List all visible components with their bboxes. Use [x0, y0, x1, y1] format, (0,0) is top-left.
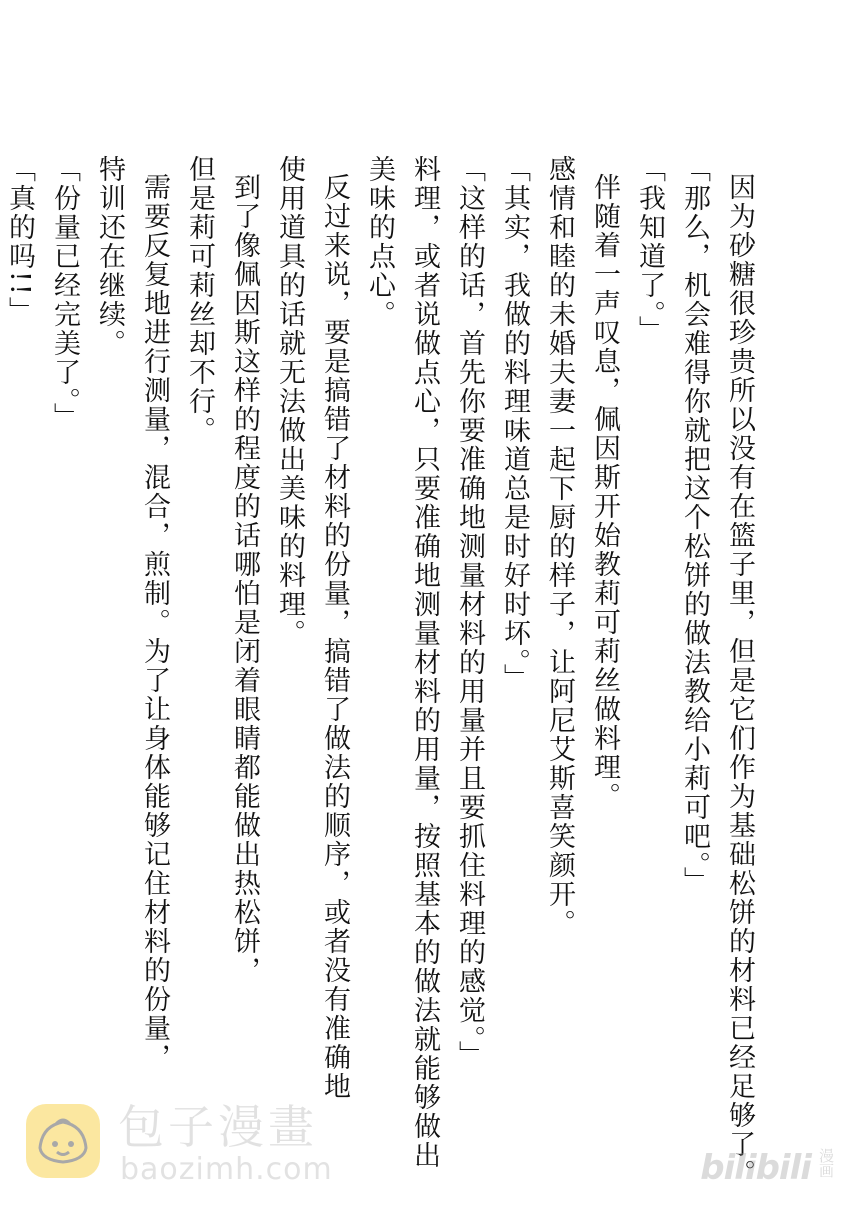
- text-line: 特训还在继续。: [94, 155, 125, 358]
- text-line: 使用道具的话就无法做出美味的料理。: [274, 155, 305, 648]
- text-line: 但是莉可莉丝却不行。: [184, 155, 215, 445]
- baozi-watermark: [26, 1100, 333, 1190]
- text-line: 需要反复地进行测量，混合，煎制。为了让身体能够记住材料的份量，: [139, 173, 170, 1072]
- text-line: 因为砂糖很珍贵所以没有在篮子里，但是它们作为基础松饼的材料已经足够了。: [724, 173, 755, 1188]
- dialogue-line: 「真的吗!!」: [4, 155, 35, 326]
- text-line: 感情和睦的未婚夫妻一起下厨的样子，让阿尼艾斯喜笑颜开。: [544, 155, 575, 938]
- text-line: 伴随着一声叹息，佩因斯开始教莉可莉丝做料理。: [589, 173, 620, 811]
- dialogue-line: 「其实，我做的料理味道总是时好时坏。」: [499, 155, 530, 693]
- bilibili-manga-label: 漫画: [817, 1148, 835, 1178]
- dialogue-line: 「那么，机会难得你就把这个松饼的做法教给小莉可吧。」: [679, 155, 710, 896]
- baozi-watermark-title: 包子漫畫: [118, 1100, 318, 1154]
- baozi-watermark-url: baozimh.com: [120, 1152, 333, 1187]
- baozi-bun-icon: [26, 1104, 100, 1178]
- text-line: 料理，或者说做点心，只要准确地测量材料的用量，按照基本的做法就能够做出: [409, 155, 440, 1170]
- dialogue-line: 「我知道了。」: [634, 155, 665, 345]
- bilibili-logo-text: bilibili: [700, 1148, 811, 1188]
- bilibili-watermark: [700, 1148, 834, 1192]
- dialogue-line: 「份量已经完美了。」: [49, 155, 80, 432]
- text-line: 反过来说，要是搞错了材料的份量，搞错了做法的顺序，或者没有准确地: [319, 173, 350, 1101]
- dialogue-line: 「这样的话，首先你要准确地测量材料的用量并且要抓住料理的感觉。」: [454, 155, 485, 1070]
- text-line: 美味的点心。: [364, 155, 395, 329]
- text-line: 到了像佩因斯这样的程度的话哪怕是闭着眼睛都能做出热松饼，: [229, 173, 260, 985]
